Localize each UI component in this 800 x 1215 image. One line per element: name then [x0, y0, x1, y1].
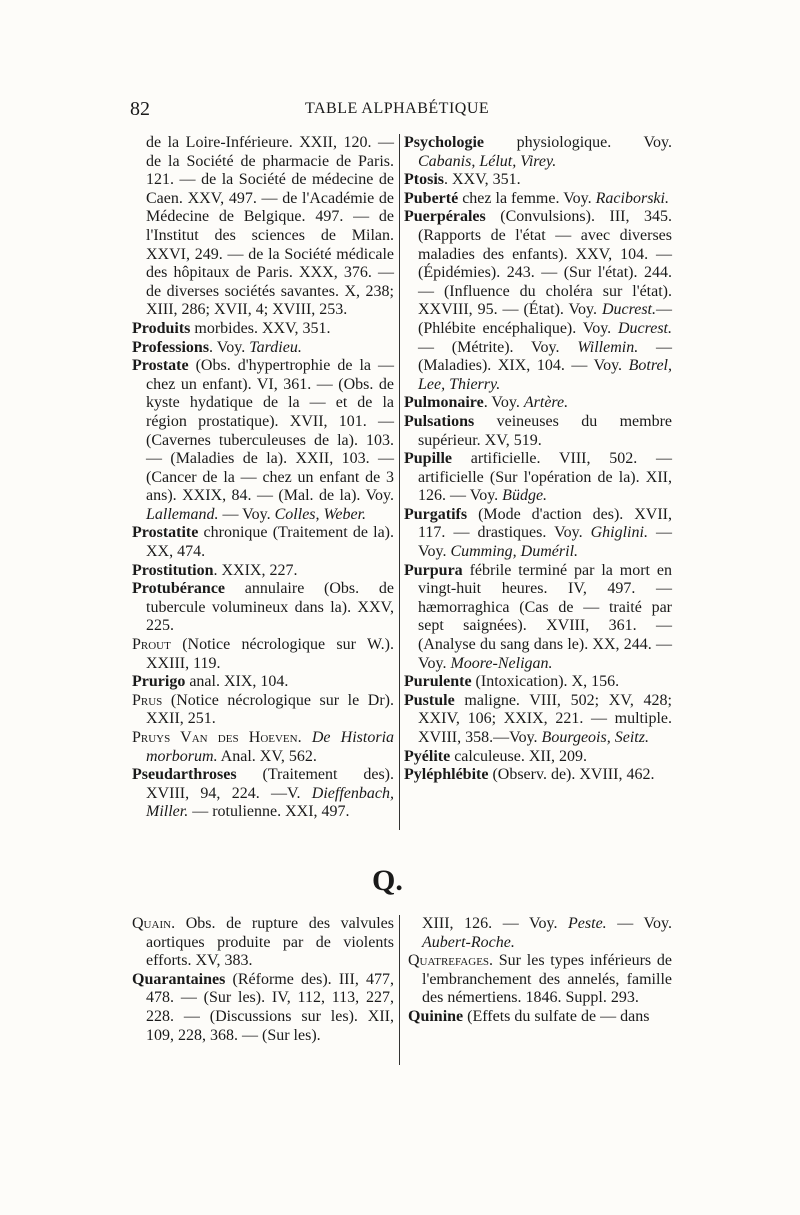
entry-text: . Voy. — [483, 394, 524, 412]
entry-text: — Voy. — [418, 524, 672, 561]
entry-headword: Prurigo — [132, 673, 186, 691]
index-entry — [404, 766, 672, 785]
entry-reference: Tardieu. — [249, 338, 302, 356]
entry-reference: Ducrest. — [617, 319, 672, 337]
index-entry — [404, 450, 672, 506]
entry-text: (Intoxication). X, 156. — [471, 673, 620, 691]
index-column-left-bottom — [132, 915, 394, 1045]
entry-reference: Willemin. — [577, 338, 639, 356]
entry-headword: Pustule — [404, 691, 455, 709]
entry-reference: Ducrest. — [601, 301, 656, 319]
index-entry — [408, 1008, 672, 1027]
index-entry — [404, 171, 672, 190]
entry-headword: Prus — [132, 691, 163, 709]
entry-reference: Moore-Neligan. — [450, 654, 553, 672]
entry-headword: Prostate — [132, 357, 189, 375]
entry-headword: Quarantaines — [132, 970, 226, 988]
entry-reference: Cumming, Duméril. — [450, 543, 579, 561]
entry-text: . XXV, 351. — [444, 171, 521, 189]
index-column-right-bottom — [408, 915, 672, 1027]
entry-headword: Puberté — [404, 189, 459, 207]
entry-reference: Cabanis, Lélut, Virey. — [418, 152, 557, 170]
entry-text: maligne. VIII, 502; XV, 428; XXIV, 106; XXIX, 221. — multiple. XVIII, 358.—Voy. — [418, 691, 672, 746]
entry-reference: Lallemand. — [146, 505, 219, 523]
entry-text: . — [297, 729, 312, 746]
index-entry — [404, 413, 672, 450]
entry-headword: Quinine — [408, 1007, 464, 1025]
entry-headword: Pulmonaire — [404, 394, 484, 412]
index-entry — [404, 208, 672, 394]
page-number: 82 — [130, 98, 150, 120]
entry-headword: Prostitution — [132, 561, 214, 579]
entry-text: fébrile terminé par la mort en vingt-huit heures. IV, 497. — hæmorraghica (Cas de — traité par sept saignées). XVIII, 361. — (Analyse du sang dans le). XX, 244. — Voy. — [418, 561, 672, 672]
index-entry — [404, 562, 672, 674]
entry-headword: Ptosis — [404, 171, 444, 189]
entry-reference: Peste. — [568, 915, 607, 932]
index-entry — [132, 729, 394, 766]
index-entry — [404, 748, 672, 767]
entry-headword: Professions — [132, 338, 210, 356]
entry-text: chez la femme. Voy. — [458, 189, 596, 207]
entry-text: (Convulsions). III, 345. (Rapports de l'état — avec diverses maladies des enfants). XXV, 104. — (Épidémies). 243. — (Sur l'état). 244. — (Influence du choléra sur l'état). XXVIII, 95. — (État). Voy. — [418, 208, 672, 319]
entry-text: artificielle. VIII, 502. — artificielle (Sur l'opération de la). XII, 126. — Voy. — [418, 450, 672, 505]
entry-text: . Obs. de rupture des valvules aortiques produite par de violents efforts. XV, 383. — [146, 915, 394, 970]
entry-text: . Voy. — [209, 338, 250, 356]
entry-text: (Réforme des). III, 477, 478. — (Sur les). IV, 112, 113, 227, 228. — (Discussions sur les). XII, 109, 228, 368. — (Sur les). — [146, 970, 394, 1044]
entry-reference: Büdge. — [502, 487, 548, 505]
entry-headword: Puerpérales — [404, 208, 486, 226]
entry-text: calculeuse. XII, 209. — [450, 747, 588, 765]
page-title: TABLE ALPHABÉTIQUE — [305, 100, 490, 117]
index-entry — [132, 339, 394, 358]
index-column-left-top — [132, 134, 394, 822]
entry-headword: Produits — [132, 319, 191, 337]
entry-reference: Artère. — [523, 394, 569, 412]
index-entry — [132, 636, 394, 673]
column-divider — [399, 915, 400, 1065]
section-letter-heading: Q. — [372, 864, 403, 897]
page-header — [0, 98, 800, 122]
entry-reference: Aubert-Roche. — [422, 933, 515, 951]
entry-headword: Pulsations — [404, 412, 475, 430]
entry-headword: Pseudarthroses — [132, 766, 237, 784]
index-entry — [404, 134, 672, 171]
index-entry — [132, 915, 394, 971]
index-entry — [404, 190, 672, 209]
index-entry — [404, 506, 672, 562]
entry-headword: Psychologie — [404, 134, 484, 151]
entry-headword: Quatrefages — [408, 952, 490, 970]
entry-text: . Sur les types inférieurs de l'embranchement des annelés, famille des némertiens. 1846. Suppl. 293. — [422, 952, 672, 1007]
index-entry — [132, 134, 394, 320]
entry-headword: Pyléphlébite — [404, 766, 489, 784]
entry-text: — (Métrite). Voy. — [418, 338, 578, 356]
entry-text: . XXIX, 227. — [213, 561, 298, 579]
index-entry — [404, 394, 672, 413]
entry-headword: Pupille — [404, 450, 453, 468]
entry-text: anal. XIX, 104. — [185, 673, 289, 691]
entry-text: (Notice nécrologique sur W.). XXIII, 119. — [146, 636, 394, 672]
index-entry — [132, 357, 394, 524]
entry-headword: Quain — [132, 915, 172, 932]
entry-headword: Purulente — [404, 673, 472, 691]
entry-text: XIII, 126. — Voy. — [422, 915, 569, 932]
entry-text: —(Phlébite encéphalique). Voy. — [418, 301, 672, 337]
entry-reference: De Historia morborum. — [146, 729, 395, 765]
index-entry — [132, 673, 394, 692]
entry-headword: Pyélite — [404, 747, 451, 765]
entry-text: physiologique. Voy. — [484, 134, 672, 151]
index-entry — [404, 673, 672, 692]
entry-text: annulaire (Obs. de tubercule volumineux dans la). XXV, 225. — [146, 580, 394, 635]
entry-text: Anal. XV, 562. — [217, 747, 317, 765]
entry-headword: Purgatifs — [404, 505, 468, 523]
entry-text: (Observ. de). XVIII, 462. — [488, 766, 655, 784]
entry-text: (Traitement des). XVIII, 94, 224. —V. — [146, 766, 394, 802]
entry-text: (Notice nécrologique sur le Dr). XXII, 251. — [146, 691, 394, 728]
entry-text: — rotulienne. XXI, 497. — [188, 803, 350, 821]
index-entry — [132, 562, 394, 581]
entry-headword: Pruys Van des Hoeven — [132, 729, 298, 746]
entry-headword: Prostatite — [132, 524, 199, 542]
entry-text: morbides. XXV, 351. — [190, 319, 331, 337]
entry-reference: Dieffenbach, Miller. — [146, 784, 394, 821]
entry-headword: Protubérance — [132, 580, 226, 598]
entry-reference: Botrel, Lee, Thierry. — [418, 357, 672, 393]
entry-text: veineuses du membre supérieur. XV, 519. — [418, 412, 672, 449]
entry-reference: Bourgeois, Seitz. — [541, 729, 649, 746]
entry-reference: Raciborski. — [595, 189, 669, 207]
entry-text: chronique (Traitement de la). XX, 474. — [146, 524, 394, 561]
entry-text: — Voy. — [606, 915, 672, 932]
entry-text: — (Maladies). XIX, 104. — Voy. — [418, 338, 672, 375]
entry-headword: Prout — [132, 636, 171, 654]
index-entry — [408, 915, 672, 952]
entry-headword: Purpura — [404, 561, 463, 579]
index-entry — [132, 580, 394, 636]
entry-reference: Colles, Weber. — [274, 505, 367, 523]
column-divider — [399, 134, 400, 830]
entry-text: (Mode d'action des). XVII, 117. — drastiques. Voy. — [418, 505, 672, 542]
index-entry — [132, 320, 394, 339]
entry-reference: Ghiglini. — [590, 524, 648, 542]
index-entry — [132, 524, 394, 561]
entry-text: (Obs. d'hypertrophie de la — chez un enfant). VI, 361. — (Obs. de kyste hydatique de la — et de la région prostatique). XVII, 101. — (Cavernes tuberculeuses de la). 103. — (Maladies de la). XXII, 103. — (Cancer de la — chez un enfant de 3 ans). XXIX, 84. — (Mal. de la). Voy. — [146, 357, 394, 505]
index-entry — [132, 692, 394, 729]
entry-text: — Voy. — [218, 505, 275, 523]
index-entry — [404, 692, 672, 748]
index-entry — [132, 971, 394, 1045]
entry-text: (Effets du sulfate de — dans — [463, 1007, 650, 1025]
index-entry — [132, 766, 394, 822]
index-column-right-top — [404, 134, 672, 785]
index-entry — [408, 952, 672, 1008]
entry-text: de la Loire-Inférieure. XXII, 120. — de la Société de pharmacie de Paris. 121. — de la Société de médecine de Caen. XXV, 497. — de l'Académie de Médecine de Belgique. 497. — de l'Institut des sciences de Milan. XXVI, 249. — de la Société médicale des hôpitaux de Paris. XXX, 376. — de diverses sociétés savantes. X, 238; XIII, 286; XVII, 4; XVIII, 253. — [146, 134, 394, 319]
